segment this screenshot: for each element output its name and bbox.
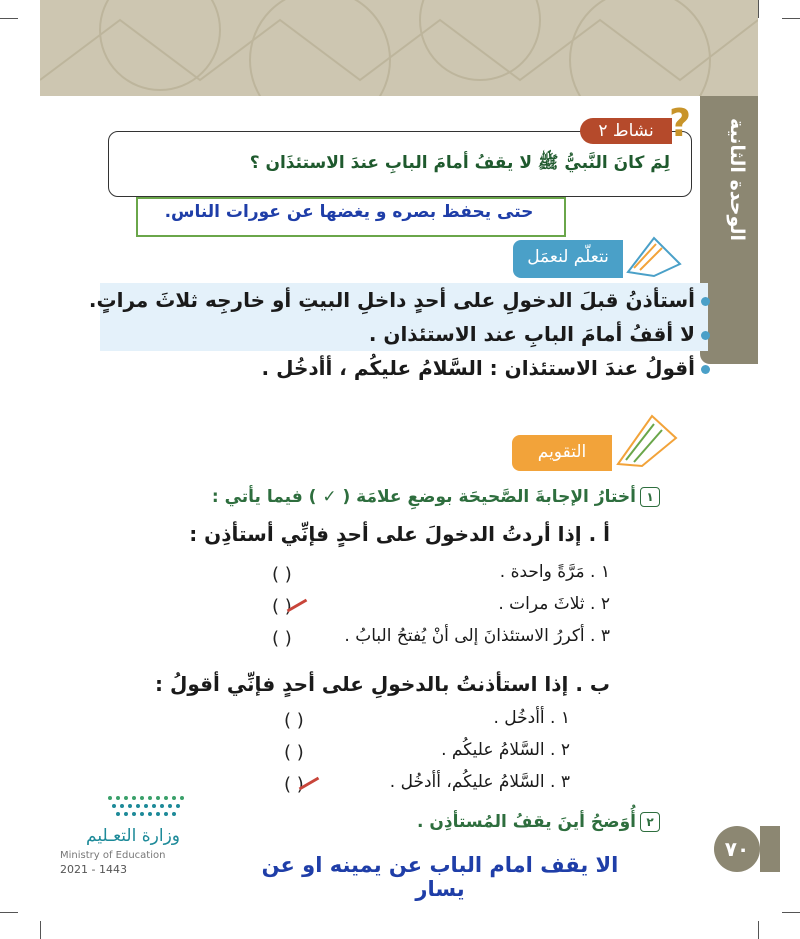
part-a-title: أ . إذا أردتُ الدخولَ على أحدٍ فإنِّي أستأذِن : <box>189 522 610 546</box>
question-number-badge: ٢ <box>640 812 660 832</box>
activity-answer: حتى يحفظ بصره و يغضها عن عورات الناس. <box>164 202 534 222</box>
page-number: ٧٠ <box>714 826 760 872</box>
crop-mark <box>782 18 800 19</box>
learn-bullet: أستأذنُ قبلَ الدخولِ على أحدٍ داخلِ البيتِ أو خارجِه ثلاثَ مراتٍ. <box>89 288 710 312</box>
part-a-option: ٢ . ثلاثَ مرات . <box>498 594 610 614</box>
part-a-option: ١ . مَرَّةً واحدة . <box>499 562 610 582</box>
crop-mark <box>758 921 759 939</box>
crop-mark <box>0 912 18 913</box>
book-icon <box>624 228 684 278</box>
learn-bullet: أقولُ عندَ الاستئذان : السَّلامُ عليكُم ، أأدخُل . <box>262 356 710 380</box>
question-number-badge: ١ <box>640 487 660 507</box>
ministry-year: 2021 - 1443 <box>60 863 127 876</box>
question-1: ١أختارُ الإجابةَ الصَّحيحَة بوضعِ علامَة ( ✓ ) فيما يأتي : <box>212 487 660 507</box>
answer-parentheses[interactable]: ( ) <box>272 628 292 649</box>
ministry-name-english: Ministry of Education <box>60 850 166 861</box>
ministry-logo-icon <box>100 790 190 820</box>
answer-parentheses[interactable]: ( ) <box>284 710 304 731</box>
evaluation-label: التقويم <box>537 442 587 462</box>
question-mark-icon: ? <box>668 101 692 145</box>
activity-question: لِمَ كانَ النَّبيُّ ﷺ لا يقفُ أمامَ البابِ عندَ الاستئذَان ؟ <box>249 153 670 173</box>
question-2: ٢أُوَضحُ أينَ يقفُ المُستأذِن . <box>417 812 660 832</box>
crop-mark <box>758 0 759 18</box>
learn-bullet: لا أقفُ أمامَ البابِ عند الاستئذان . <box>369 322 710 346</box>
pen-icon <box>612 408 682 470</box>
part-b-option: ١ . أأدخُل . <box>493 708 570 728</box>
ministry-name-arabic: وزارة التعـليم <box>86 826 180 846</box>
answer-parentheses[interactable]: ( ) <box>272 564 292 585</box>
activity-badge: نشاط ٢ <box>580 118 672 144</box>
crop-mark <box>40 921 41 939</box>
learn-label: نتعلّم لنعمَل <box>527 247 609 267</box>
part-b-title: ب . إذا استأذنتُ بالدخولِ على أحدٍ فإنِّي أقولُ : <box>155 672 610 696</box>
part-a-option: ٣ . أكررُ الاستئذانَ إلى أنْ يُفتحُ البابُ . <box>344 626 610 646</box>
answer-parentheses[interactable]: ( ) <box>272 596 292 617</box>
crop-mark <box>0 18 18 19</box>
part-b-option: ٢ . السَّلامُ عليكُم . <box>441 740 570 760</box>
crop-mark <box>782 912 800 913</box>
bullet-icon <box>701 297 710 306</box>
unit-title: الوحدة الثانية <box>726 118 748 242</box>
geometric-pattern-icon <box>40 0 758 96</box>
header-pattern-banner <box>40 0 758 96</box>
question-2-answer: الا يقف امام الباب عن يمينه او عن يسار <box>261 853 619 901</box>
bullet-icon <box>701 365 710 374</box>
answer-parentheses[interactable]: ( ) <box>284 774 304 795</box>
answer-parentheses[interactable]: ( ) <box>284 742 304 763</box>
page-number-tab <box>760 826 780 872</box>
bullet-icon <box>701 331 710 340</box>
part-b-option: ٣ . السَّلامُ عليكُم، أأدخُل . <box>389 772 570 792</box>
